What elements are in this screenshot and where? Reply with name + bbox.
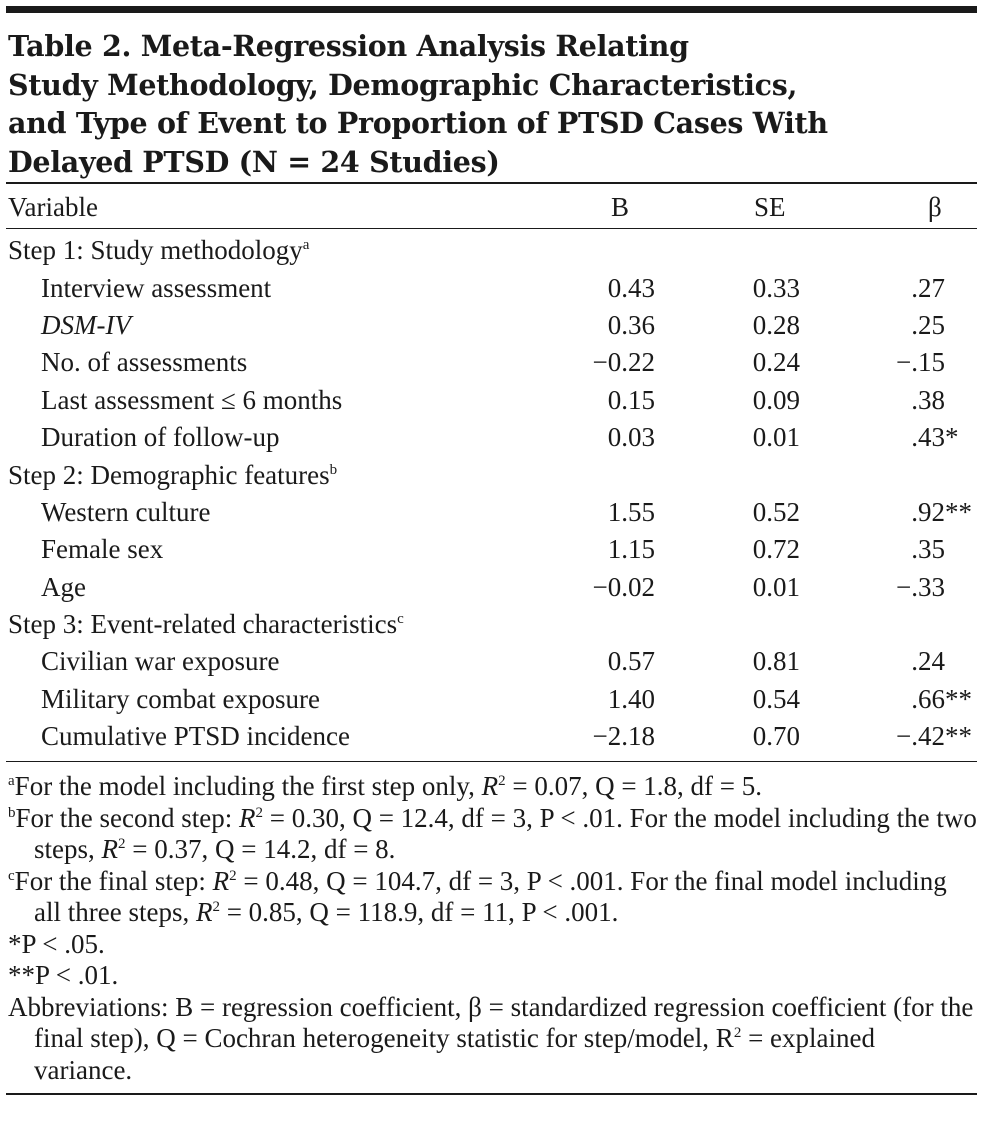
cell-significance: *	[945, 422, 959, 453]
title-line: Study Methodology, Demographic Characteristics,	[8, 67, 798, 102]
cell-beta: .38	[911, 384, 945, 415]
title-line: and Type of Event to Proportion of PTSD Cases With	[8, 106, 828, 140]
table-row	[6, 419, 977, 456]
column-header-row	[6, 184, 977, 228]
cell-se: 0.28	[752, 309, 800, 340]
cell-variable: DSM-IV	[41, 309, 131, 340]
cell-se: 0.70	[752, 721, 800, 752]
cell-b: 0.43	[607, 272, 655, 303]
cell-b: 1.15	[607, 534, 655, 565]
table-row	[6, 382, 977, 419]
col-header-se: SE	[754, 191, 786, 222]
table-footnotes	[6, 762, 977, 1093]
cell-beta: .66	[911, 683, 945, 714]
cell-b: −2.18	[592, 721, 655, 752]
cell-beta: .92	[911, 496, 945, 527]
cell-b: −0.02	[592, 571, 655, 602]
cell-b: 0.36	[607, 309, 655, 340]
title-line: Delayed PTSD (N = 24 Studies)	[8, 144, 500, 179]
col-header-beta: β	[928, 191, 942, 222]
cell-se: 0.52	[752, 496, 800, 527]
footnote-c: $^c$For the final step: $R^2 = 0.48$, Q = 104.7, df = 3, P < .001. For the final model including all three steps, $R^2 = 0.85$, Q = 118.9, df = 11, P < .001.	[8, 865, 947, 928]
col-header-b: B	[611, 191, 630, 222]
table-row	[6, 718, 977, 755]
cell-variable: Civilian war exposure	[41, 646, 280, 677]
cell-se: 0.24	[752, 347, 800, 378]
step-header-row	[6, 606, 977, 643]
cell-beta: .24	[911, 646, 945, 677]
cell-beta: −.15	[896, 347, 945, 378]
table-row	[6, 643, 977, 680]
col-header-variable: Variable	[8, 191, 98, 222]
cell-variable: No. of assessments	[41, 347, 248, 378]
cell-variable: Interview assessment	[41, 272, 272, 303]
cell-significance: **	[945, 683, 972, 714]
step-header-row	[6, 457, 977, 494]
table-row	[6, 494, 977, 531]
table-row	[6, 681, 977, 718]
step-label: Step 3: Event-related characteristics$^c$	[8, 609, 404, 640]
footnote-sig-05: *P < .05.	[8, 928, 105, 959]
cell-se: 0.54	[752, 683, 800, 714]
cell-significance: **	[945, 721, 972, 752]
step-label: Step 2: Demographic features$^b$	[8, 459, 338, 490]
cell-b: 0.15	[607, 384, 655, 415]
cell-se: 0.01	[752, 422, 800, 453]
cell-variable: Last assessment ≤ 6 months	[41, 384, 343, 415]
table-title	[8, 27, 977, 181]
step-label: Step 1: Study methodology$^a$	[8, 235, 310, 266]
table-row	[6, 270, 977, 307]
step-header-row	[6, 232, 977, 269]
cell-variable: Cumulative PTSD incidence	[41, 721, 350, 752]
table-body	[6, 229, 977, 760]
top-thick-rule	[6, 6, 977, 13]
cell-variable: Female sex	[41, 534, 164, 565]
cell-variable: Duration of follow-up	[41, 422, 280, 453]
table-row	[6, 569, 977, 606]
cell-beta: .25	[911, 309, 945, 340]
cell-se: 0.33	[752, 272, 800, 303]
cell-se: 0.81	[752, 646, 800, 677]
cell-significance: **	[945, 496, 972, 527]
cell-b: 0.03	[607, 422, 655, 453]
table-row	[6, 344, 977, 381]
cell-beta: −.33	[896, 571, 945, 602]
footnote-sig-01: **P < .01.	[8, 960, 119, 991]
cell-b: 0.57	[607, 646, 655, 677]
title-line: Table 2. Meta-Regression Analysis Relating	[8, 29, 689, 63]
cell-beta: .27	[911, 272, 945, 303]
cell-se: 0.09	[752, 384, 800, 415]
cell-variable: Western culture	[41, 496, 211, 527]
cell-variable: Age	[41, 571, 86, 602]
table-bottom-rule	[6, 1093, 977, 1095]
cell-beta: .43	[911, 422, 945, 453]
footnote-b: $^b$For the second step: $R^2 = 0.30$, Q = 12.4, df = 3, P < .01. For the model including the two steps, $R^2 = 0.37$, Q = 14.2, df = 8.	[8, 802, 977, 865]
cell-b: 1.40	[607, 683, 655, 714]
cell-beta: .35	[911, 534, 945, 565]
cell-b: 1.55	[607, 496, 655, 527]
cell-se: 0.72	[752, 534, 800, 565]
footnote-a: $^a$For the model including the first step only, $R^2 = 0.07$, Q = 1.8, df = 5.	[8, 771, 763, 802]
footnote-abbreviations: Abbreviations: B = regression coefficient, β = standardized regression coefficient (for the final step), Q = Cochran heterogeneity statistic for step/model, $R^2$ = explained variance.	[8, 991, 974, 1085]
table-row	[6, 307, 977, 344]
cell-variable: Military combat exposure	[41, 683, 320, 714]
table-container	[6, 6, 977, 1095]
cell-beta: −.42	[896, 721, 945, 752]
table-row	[6, 531, 977, 568]
cell-se: 0.01	[752, 571, 800, 602]
cell-b: −0.22	[592, 347, 655, 378]
